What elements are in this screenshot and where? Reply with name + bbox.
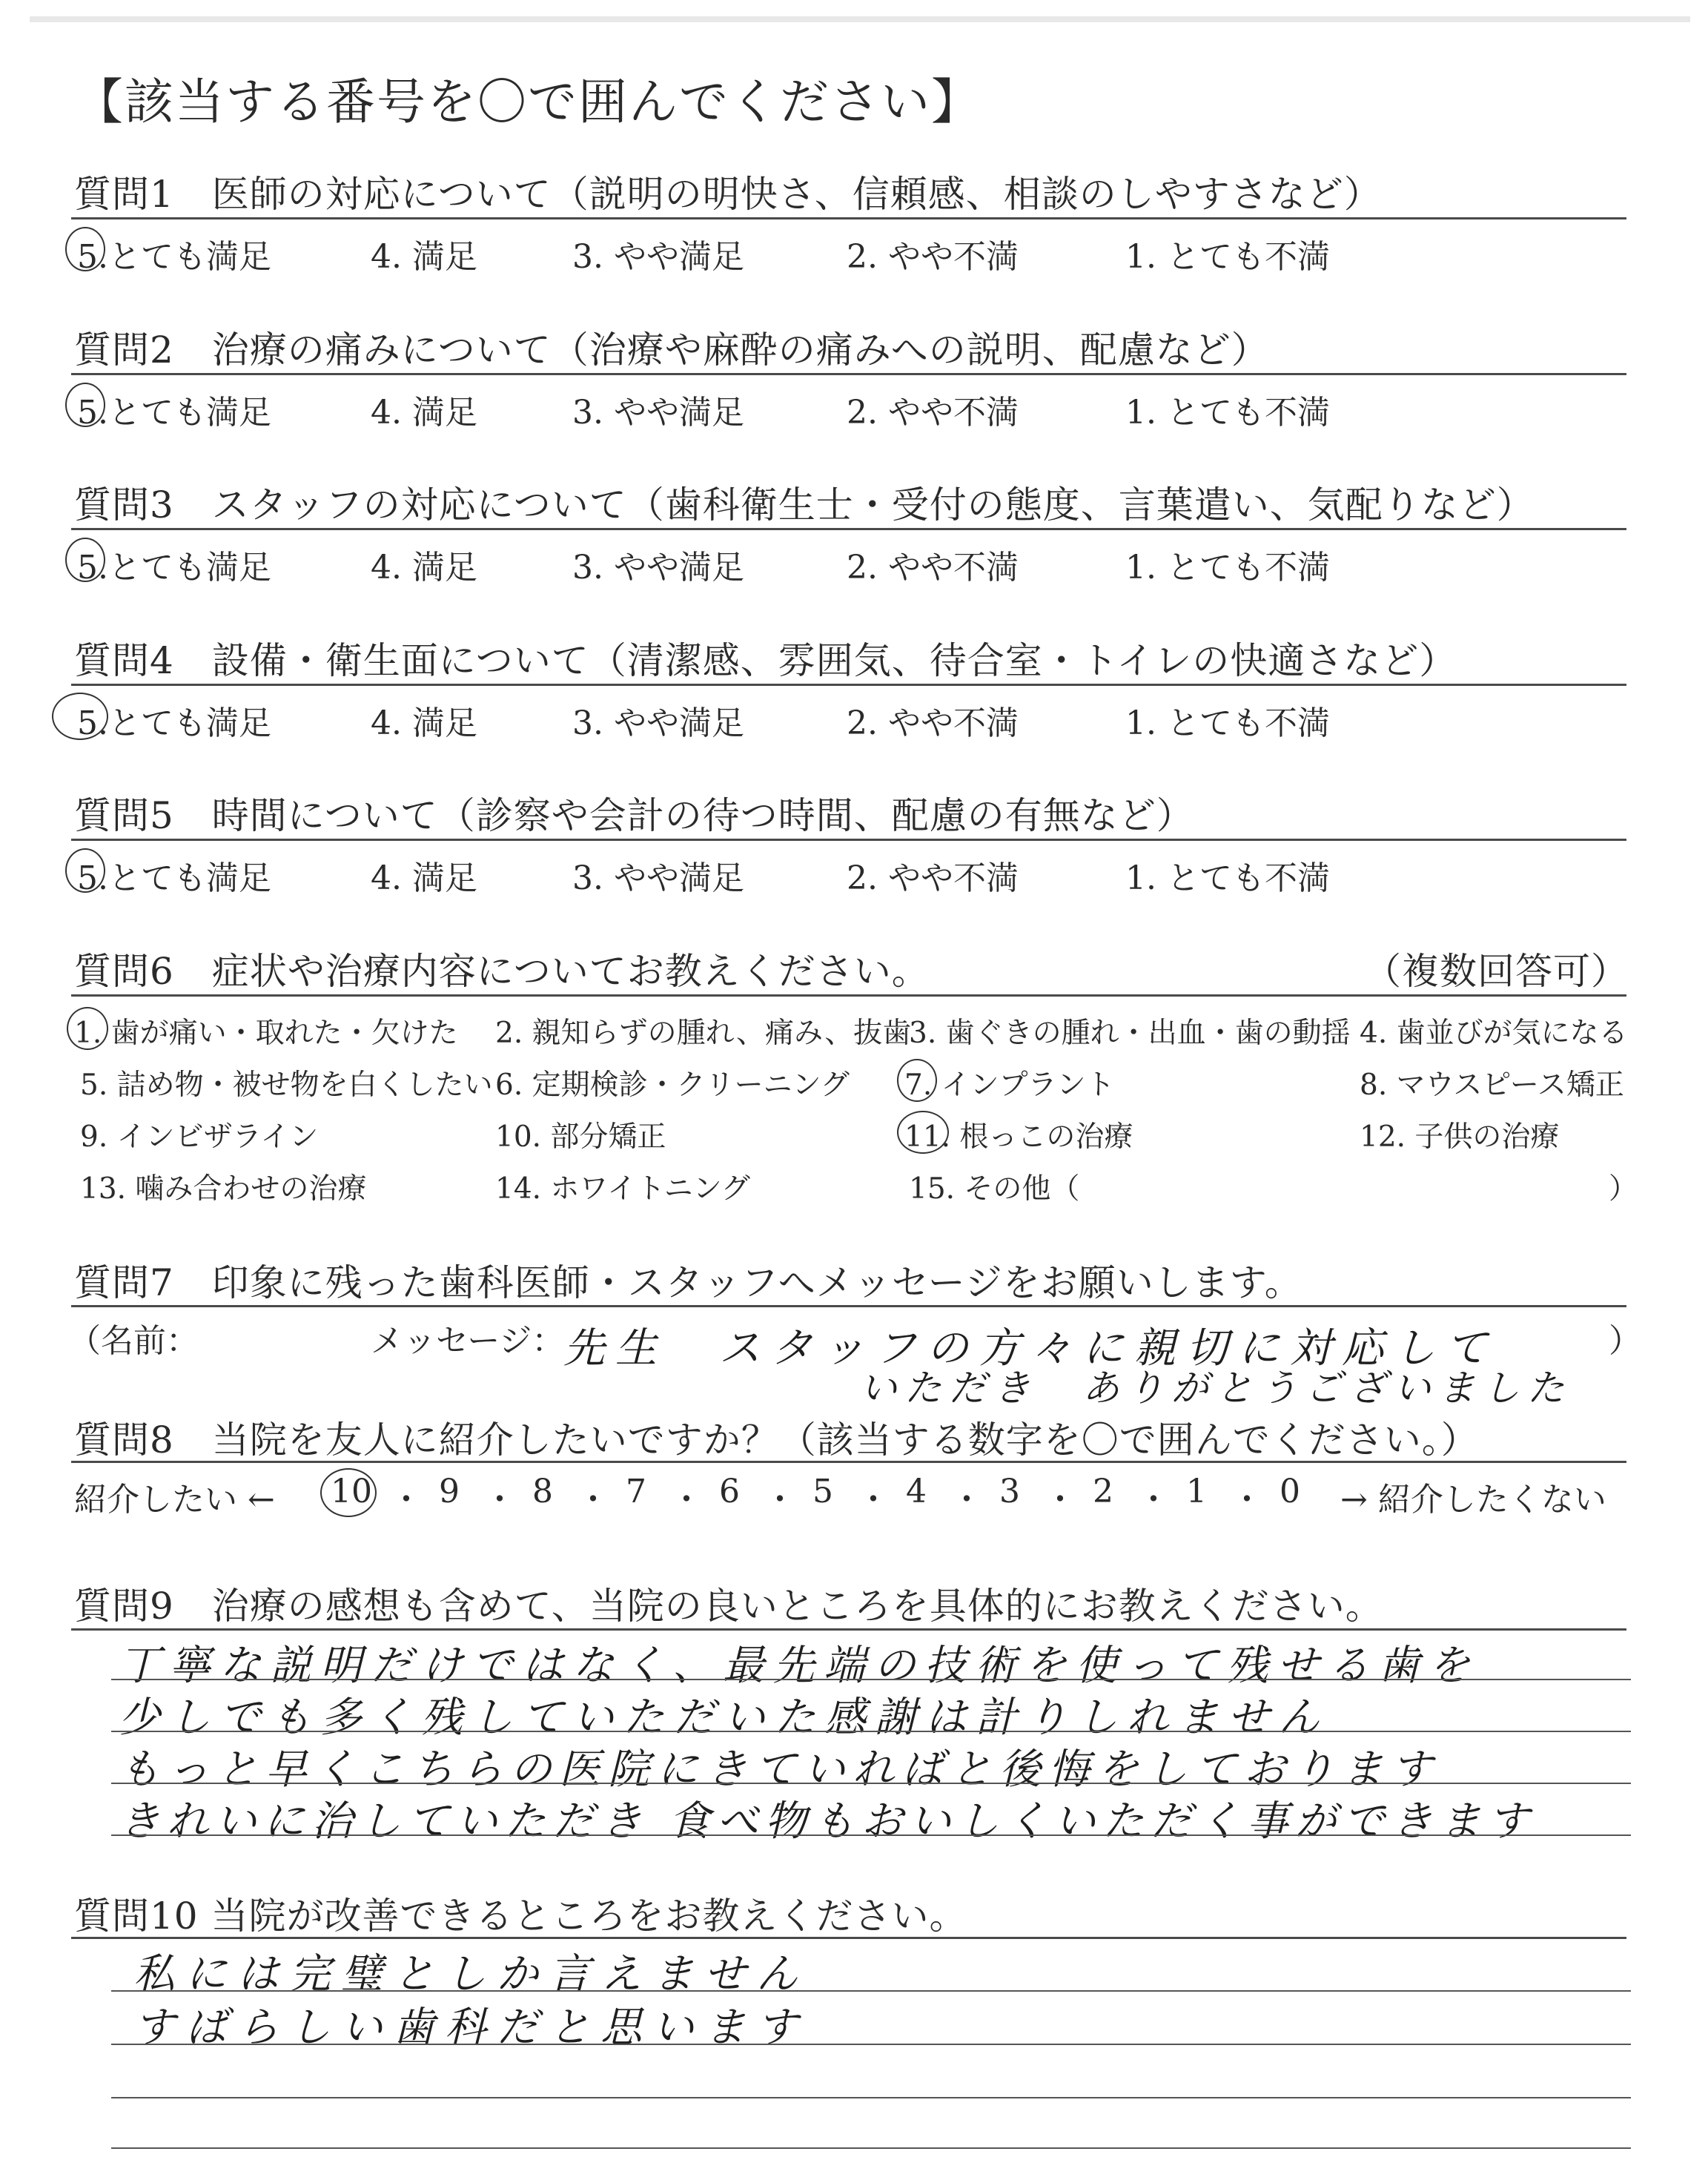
q8-rule xyxy=(71,1461,1626,1463)
q8-score-7[interactable]: 7 xyxy=(626,1473,646,1510)
q10-writing-line xyxy=(111,1990,1631,1992)
q2-option-4[interactable]: 4. 満足 xyxy=(371,394,477,432)
q2-option-3[interactable]: 3. やや満足 xyxy=(572,394,744,432)
q9-writing-line xyxy=(111,1731,1631,1732)
q7-title: 質問7 印象に残った歯科医師・スタッフへメッセージをお願いします。 xyxy=(74,1261,1302,1304)
q8-score-5[interactable]: 5 xyxy=(812,1473,833,1510)
q6-option-7[interactable]: 7. インプラント xyxy=(904,1069,1115,1102)
q8-dot: ・ xyxy=(1231,1481,1263,1519)
q3-rule xyxy=(71,528,1626,530)
q3-option-5[interactable]: 5.とても満足 xyxy=(77,549,271,587)
q6-option-10[interactable]: 10. 部分矯正 xyxy=(495,1120,666,1154)
q4-option-4[interactable]: 4. 満足 xyxy=(371,704,477,742)
q6-option-14[interactable]: 14. ホワイトニング xyxy=(495,1172,750,1206)
q5-title: 質問5 時間について（診察や会計の待つ時間、配慮の有無など） xyxy=(74,794,1194,837)
q4-title: 質問4 設備・衛生面について（清潔感、雰囲気、待合室・トイレの快適さなど） xyxy=(74,639,1457,682)
q4-selection-circle xyxy=(52,693,108,740)
q8-selection-circle xyxy=(320,1468,377,1517)
q4-option-1[interactable]: 1. とても不満 xyxy=(1125,704,1330,742)
q8-dot: ・ xyxy=(1044,1481,1076,1519)
q5-selection-circle xyxy=(65,848,105,893)
q2-title: 質問2 治療の痛みについて（治療や麻酔の痛みへの説明、配慮など） xyxy=(74,328,1269,371)
q7-handwritten-message-line-1: 先生 スタッフの方々に親切に対応して xyxy=(563,1324,1497,1373)
q9-writing-line xyxy=(111,1834,1631,1836)
q6-option-2[interactable]: 2. 親知らずの腫れ、痛み、抜歯 xyxy=(495,1017,912,1050)
q8-dot: ・ xyxy=(390,1481,423,1519)
q10-writing-line xyxy=(111,2044,1631,2045)
q5-option-5[interactable]: 5.とても満足 xyxy=(77,859,271,897)
q7-message-label: メッセージ： xyxy=(371,1322,565,1360)
q9-handwritten-line-4: きれいに治していただき 食べ物もおいしくいただく事ができます xyxy=(119,1797,1536,1846)
q8-score-4[interactable]: 4 xyxy=(906,1473,927,1510)
q7-name-label: （名前： xyxy=(68,1322,199,1360)
page-title: 【該当する番号を〇で囲んでください】 xyxy=(74,73,982,131)
q6-option-4[interactable]: 4. 歯並びが気になる xyxy=(1360,1017,1628,1050)
q6-rule xyxy=(71,994,1626,997)
q6-option-1[interactable]: 1. 歯が痛い・取れた・欠けた xyxy=(74,1017,458,1050)
q7-close-paren: ） xyxy=(1609,1322,1641,1360)
q6-option-12[interactable]: 12. 子供の治療 xyxy=(1360,1120,1560,1154)
q5-rule xyxy=(71,839,1626,841)
q9-rule xyxy=(71,1628,1626,1631)
q9-handwritten-line-1: 丁寧な説明だけではなく、最先端の技術を使って残せる歯を xyxy=(119,1642,1479,1690)
q8-title: 質問8 当院を友人に紹介したいですか？（該当する数字を〇で囲んでください。） xyxy=(74,1418,1479,1462)
q6-selection-circle-11 xyxy=(897,1111,949,1154)
q6-selection-circle-7 xyxy=(897,1059,937,1102)
q8-dot: ・ xyxy=(670,1481,703,1519)
q1-rule xyxy=(71,217,1626,219)
q1-option-5[interactable]: 5.とても満足 xyxy=(77,238,271,276)
q3-title: 質問3 スタッフの対応について（歯科衛生士・受付の態度、言葉遣い、気配りなど） xyxy=(74,483,1535,526)
q8-score-10[interactable]: 10 xyxy=(331,1473,372,1510)
q9-title: 質問9 治療の感想も含めて、当院の良いところを具体的にお教えください。 xyxy=(74,1585,1383,1628)
q10-rule xyxy=(71,1937,1626,1939)
q5-option-3[interactable]: 3. やや満足 xyxy=(572,859,744,897)
q4-rule xyxy=(71,684,1626,686)
q8-dot: ・ xyxy=(950,1481,983,1519)
q8-dot: ・ xyxy=(577,1481,609,1519)
q8-score-6[interactable]: 6 xyxy=(719,1473,740,1510)
q10-handwritten-line-1: 私には完璧としか言えません xyxy=(133,1950,808,1998)
q2-selection-circle xyxy=(65,383,105,427)
q6-option-15-close: ） xyxy=(1609,1172,1638,1206)
q8-right-label: → 紹介したくない xyxy=(1340,1481,1606,1519)
q1-selection-circle xyxy=(65,227,105,271)
q3-option-4[interactable]: 4. 満足 xyxy=(371,549,477,587)
q9-writing-line xyxy=(111,1783,1631,1784)
q8-left-label: 紹介したい ← xyxy=(74,1481,275,1519)
q7-handwritten-message-line-2: いただき ありがとうございました xyxy=(860,1367,1572,1410)
q4-option-2[interactable]: 2. やや不満 xyxy=(847,704,1019,742)
q3-selection-circle xyxy=(65,538,105,582)
q2-option-2[interactable]: 2. やや不満 xyxy=(847,394,1019,432)
q8-score-0[interactable]: 0 xyxy=(1280,1473,1300,1510)
q8-dot: ・ xyxy=(857,1481,890,1519)
q2-rule xyxy=(71,373,1626,375)
q6-option-8[interactable]: 8. マウスピース矯正 xyxy=(1360,1069,1624,1102)
q3-option-1[interactable]: 1. とても不満 xyxy=(1125,549,1330,587)
q8-dot: ・ xyxy=(764,1481,796,1519)
q6-option-3[interactable]: 3. 歯ぐきの腫れ・出血・歯の動揺 xyxy=(909,1017,1351,1050)
q1-title: 質問1 医師の対応について（説明の明快さ、信頼感、相談のしやすさなど） xyxy=(74,173,1382,216)
q5-option-4[interactable]: 4. 満足 xyxy=(371,859,477,897)
q6-option-15[interactable]: 15. その他（ xyxy=(909,1172,1080,1206)
q3-option-2[interactable]: 2. やや不満 xyxy=(847,549,1019,587)
q6-option-9[interactable]: 9. インビザライン xyxy=(80,1120,319,1154)
q2-option-5[interactable]: 5.とても満足 xyxy=(77,394,271,432)
q9-handwritten-line-3: もっと早くこちらの医院にきていればと後悔をしております xyxy=(119,1745,1440,1794)
q6-selection-circle-1 xyxy=(67,1007,108,1050)
q8-score-1[interactable]: 1 xyxy=(1186,1473,1207,1510)
q8-dot: ・ xyxy=(483,1481,516,1519)
q1-option-3[interactable]: 3. やや満足 xyxy=(572,238,744,276)
q10-handwritten-line-2: すばらしい歯科だと思います xyxy=(133,2004,808,2052)
q4-option-5[interactable]: 5.とても満足 xyxy=(77,704,271,742)
q6-title: 質問6 症状や治療内容についてお教えください。 xyxy=(74,950,930,993)
q1-option-1[interactable]: 1. とても不満 xyxy=(1125,238,1330,276)
q8-score-2[interactable]: 2 xyxy=(1093,1473,1113,1510)
q10-title: 質問10 当院が改善できるところをお教えください。 xyxy=(74,1895,967,1938)
q10-writing-line xyxy=(111,2097,1631,2098)
q3-option-3[interactable]: 3. やや満足 xyxy=(572,549,744,587)
q6-option-5[interactable]: 5. 詰め物・被せ物を白くしたい xyxy=(80,1069,493,1102)
q10-writing-line xyxy=(111,2147,1631,2149)
q8-dot: ・ xyxy=(1137,1481,1170,1519)
q6-option-6[interactable]: 6. 定期検診・クリーニング xyxy=(495,1069,850,1102)
q6-multiple-answers-note: （複数回答可） xyxy=(1364,950,1629,993)
q4-option-3[interactable]: 3. やや満足 xyxy=(572,704,744,742)
scan-top-edge xyxy=(30,16,1690,22)
q1-option-4[interactable]: 4. 満足 xyxy=(371,238,477,276)
q6-option-11[interactable]: 11. 根っこの治療 xyxy=(904,1120,1133,1154)
q5-option-2[interactable]: 2. やや不満 xyxy=(847,859,1019,897)
q8-score-9[interactable]: 9 xyxy=(439,1473,460,1510)
q6-option-13[interactable]: 13. 噛み合わせの治療 xyxy=(80,1172,367,1206)
q8-score-3[interactable]: 3 xyxy=(999,1473,1020,1510)
q5-option-1[interactable]: 1. とても不満 xyxy=(1125,859,1330,897)
q9-writing-line xyxy=(111,1679,1631,1680)
q1-option-2[interactable]: 2. やや不満 xyxy=(847,238,1019,276)
q9-handwritten-line-2: 少しでも多く残していただいた感謝は計りしれません xyxy=(119,1694,1328,1742)
q7-rule xyxy=(71,1305,1626,1307)
q2-option-1[interactable]: 1. とても不満 xyxy=(1125,394,1330,432)
q8-score-8[interactable]: 8 xyxy=(532,1473,553,1510)
